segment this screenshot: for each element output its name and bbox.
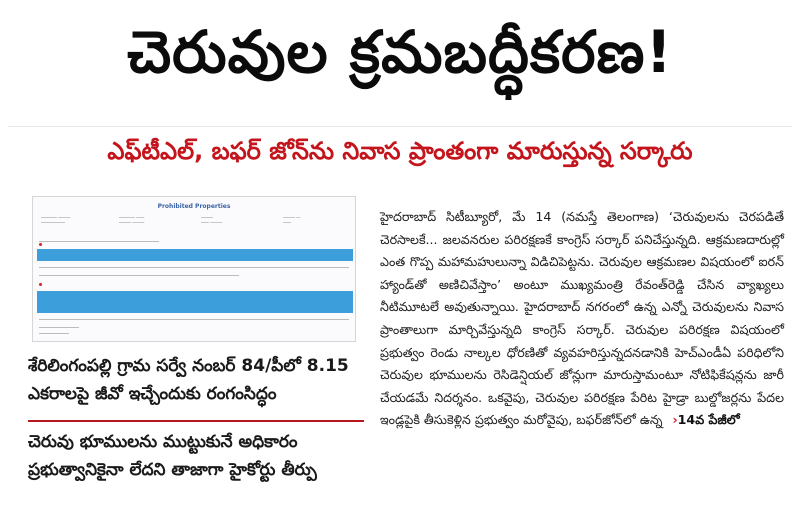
image-rule (39, 267, 349, 268)
image-rule (39, 275, 239, 276)
image-table-header (37, 291, 353, 313)
continued-arrow-icon: › (672, 412, 678, 428)
subheadline-bar (8, 126, 792, 181)
image-rule (39, 327, 79, 328)
image-red-mark (39, 243, 42, 246)
image-meta-text: ――― ―― ――― (201, 215, 223, 225)
article-body (380, 206, 784, 432)
image-rule (39, 319, 349, 320)
continued-marker (672, 412, 739, 427)
article-text: హైదరాబాద్ సిటీబ్యూరో, మే 14 (నమస్తే తెలంగాణ) ‘చెరువులను చెరపడితే చెరసాలకే... జలవనరుల పరిరక్షణకే కాంగ్రెస్ సర్కార్ పనిచేస్తున్నది. ఆక్రమణదారుల్లో ఎంత గొప్ప మహామహులున్నా విడిచిపెట్టను. చెరువుల ఆక్రమణల విషయంలో ఐరన్ హ్యాండ్‌తో అణిచివేస్తాం’ అంటూ ముఖ్యమంత్రి రేవంత్‌రెడ్డి చేసిన వ్యాఖ్యలు నీటిమూటలే అవుతున్నాయి. హైదరాబాద్ నగరంలో ఉన్న ఎన్నో చెరువులను నివాస ప్రాంతాలుగా మార్చివేస్తున్నది కాంగ్రెస్ సర్కార్. చెరువుల పరిరక్షణ విషయంలో ప్రభుత్వం రెండు నాల్కల ధోరణితో వ్యవహరిస్తున్నదనడానికి హెచ్‌ఎండీఏ పరిధిలోని చెరువుల భూములను రెసిడెన్షియల్ జోన్లుగా మారుస్తామంటూ నోటిఫికేషన్లను జారీ చేయడమే నిదర్శనం. ఒకవైపు, చెరువుల పరిరక్షణ పేరిట హైడ్రా బుల్డోజర్లను పేదల ఇండ్లపైకి తీసుకెళ్లిన ప్రభుత్వం మరోవైపు, బఫర్‌జోన్‌లో ఉన్న (380, 209, 784, 428)
subheadline: ఎఫ్‌టీఎల్, బఫర్ జోన్‌ను నివాస ప్రాంతంగా మారుస్తున్న సర్కారు (107, 137, 693, 165)
image-title: Prohibited Properties (157, 203, 231, 210)
image-red-mark (39, 283, 42, 286)
image-meta-text: ―――― ――― ―――――― (41, 215, 71, 225)
image-rule (39, 333, 69, 334)
image-meta-text: ――― ― ―― (283, 215, 301, 225)
headline: చెరువుల క్రమబద్ధీకరణ! (127, 17, 673, 86)
side-highlight-2: చెరువు భూములను ముట్టుకునే అధికారం ప్రభుత్వానికైనా లేదని తాజాగా హైకోర్టు తీర్పు (28, 420, 364, 484)
continued-label: 14వ పేజీలో (677, 412, 740, 428)
image-table-header (37, 249, 353, 261)
image-rule (39, 241, 159, 242)
image-meta-text: ―――― ―― ――― ――― (119, 215, 145, 225)
property-list-image (32, 196, 356, 342)
side-highlight-1: శేరిలింగంపల్లి గ్రామ సర్వే నంబర్ 84/పీలో 8.15 ఎకరాలపై జీవో ఇచ్చేందుకు రంగంసిద్ధం (28, 356, 349, 404)
